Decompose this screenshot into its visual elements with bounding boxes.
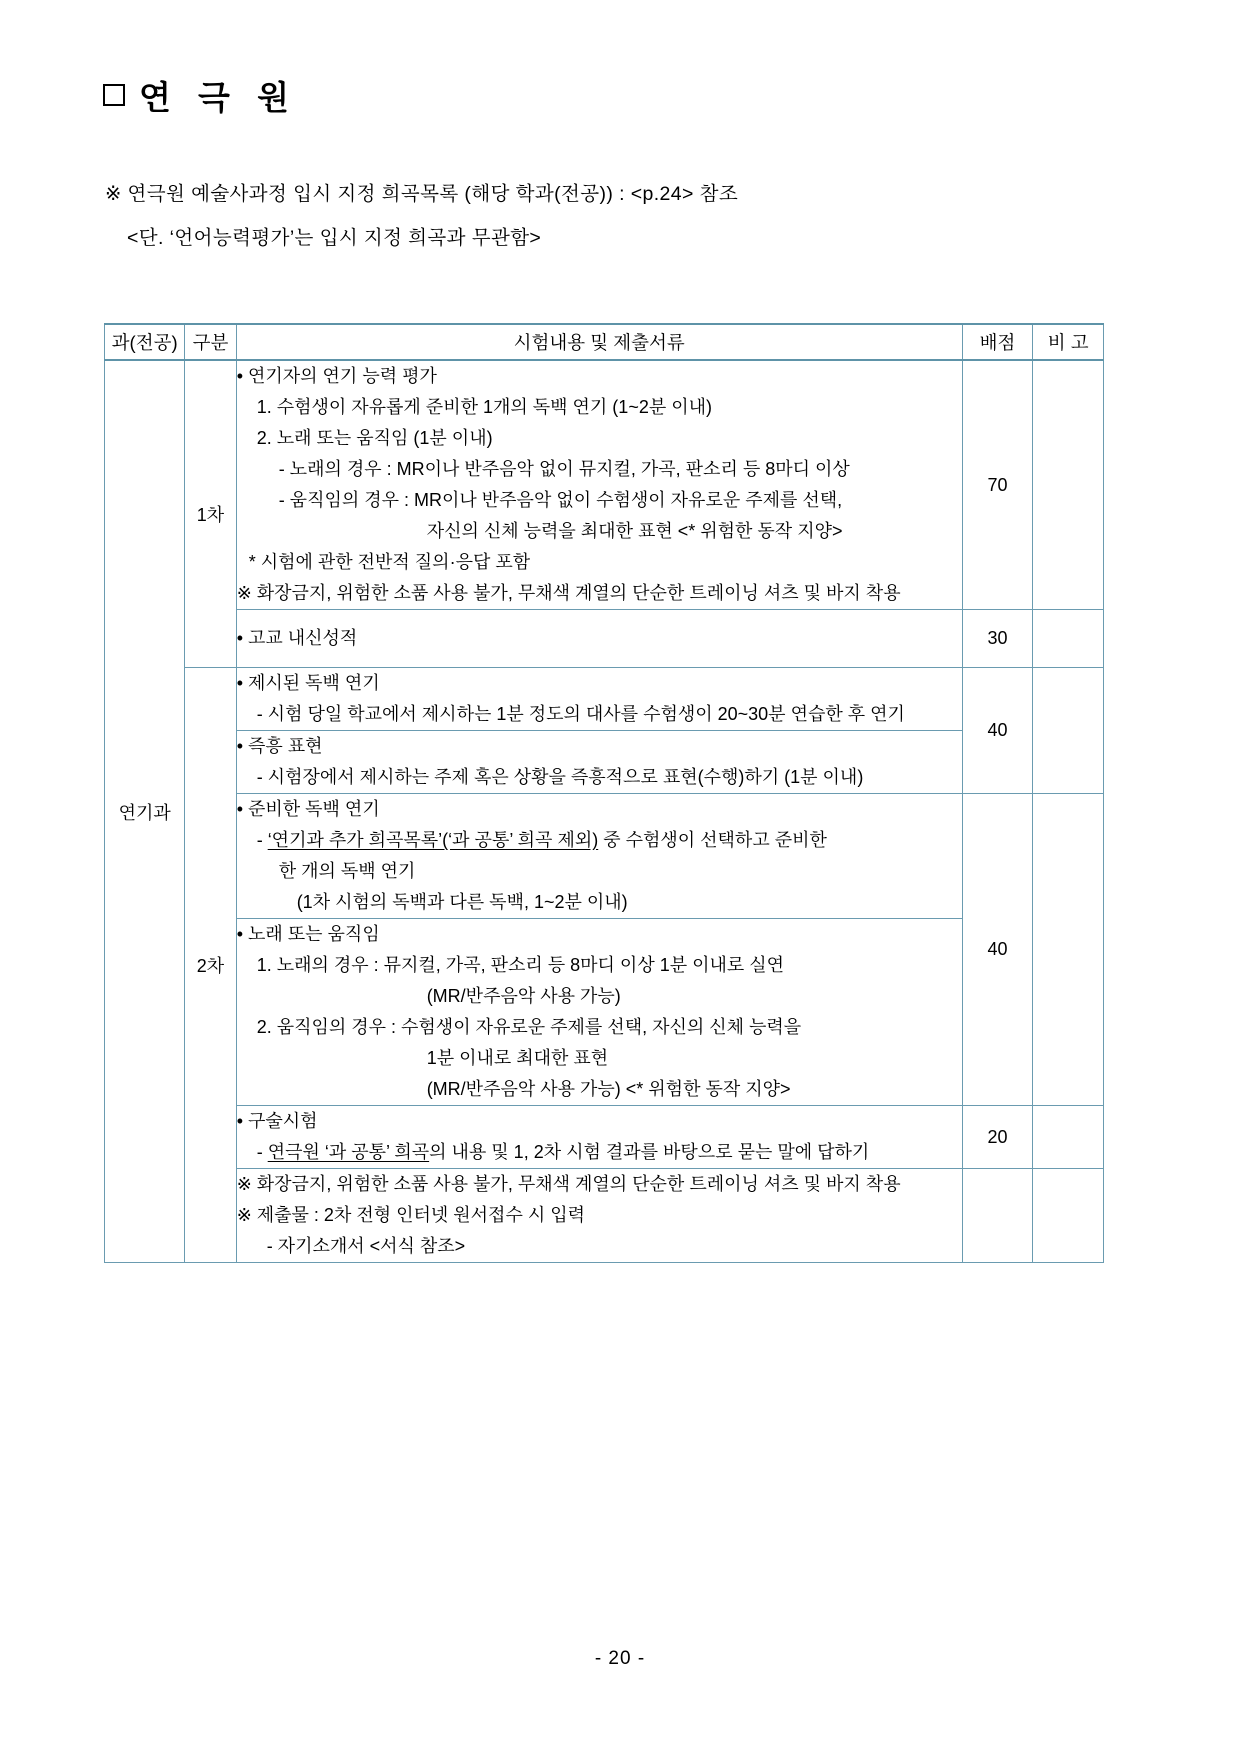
table-header-row <box>105 324 1104 360</box>
cell-score-r1: 70 <box>962 360 1033 610</box>
cell-remark-r5 <box>1033 794 1104 1106</box>
intro-notes <box>105 172 738 260</box>
page-title-text: 연 극 원 <box>139 79 298 116</box>
content-line: (MR/반주음악 사용 가능) <box>426 986 621 1006</box>
exam-table-wrapper <box>104 323 1104 1263</box>
content-line-underlined: - 연극원 ‘과 공통’ 희곡의 내용 및 1, 2차 시험 결과를 바탕으로 묻는 말에 답하기 <box>256 1142 870 1162</box>
content-line: - 자기소개서 <서식 참조> <box>266 1236 466 1256</box>
content-line: • 고교 내신성적 <box>236 628 358 648</box>
content-line: 1. 노래의 경우 : 뮤지컬, 가곡, 판소리 등 8마디 이상 1분 이내로 실연 <box>256 955 785 975</box>
table-row <box>105 1106 1104 1169</box>
cell-stage-2: 2차 <box>185 668 236 1263</box>
cell-score-r7: 20 <box>962 1106 1033 1169</box>
cell-remark-r3 <box>1033 668 1104 794</box>
page-title <box>103 78 298 118</box>
cell-stage-1: 1차 <box>185 360 236 668</box>
underlined-text: 연극원 ‘과 공통’ 희곡 <box>267 1142 430 1162</box>
content-line: - 노래의 경우 : MR이나 반주음악 없이 뮤지컬, 가곡, 판소리 등 8마디 이상 <box>278 459 850 479</box>
content-line: (MR/반주음악 사용 가능) <* 위험한 동작 지양> <box>426 1079 791 1099</box>
note-line-1: ※ 연극원 예술사과정 입시 지정 희곡목록 (해당 학과(전공)) : <p.24> 참조 <box>105 183 739 205</box>
content-line-underlined: - ‘연기과 추가 희곡목록’(‘과 공통’ 희곡 제외) 중 수험생이 선택하고 준비한 <box>256 830 827 850</box>
cell-remark-r7 <box>1033 1106 1104 1169</box>
header-content: 시험내용 및 제출서류 <box>236 324 962 360</box>
cell-remark-r2 <box>1033 610 1104 668</box>
plain-text: 중 수험생이 선택하고 준비한 <box>598 830 827 850</box>
content-line: 자신의 신체 능력을 최대한 표현 <* 위험한 동작 지양> <box>426 521 843 541</box>
table-body <box>105 360 1104 1263</box>
content-line: • 제시된 독백 연기 <box>236 673 380 693</box>
cell-content-r2 <box>236 610 962 668</box>
content-line: • 노래 또는 움직임 <box>236 924 380 944</box>
plain-text: 의 내용 및 1, 2차 시험 결과를 바탕으로 묻는 말에 답하기 <box>429 1142 870 1162</box>
cell-content-r5 <box>236 794 962 919</box>
cell-content-r1 <box>236 360 962 610</box>
square-bullet-icon <box>103 84 125 106</box>
content-line: 2. 움직임의 경우 : 수험생이 자유로운 주제를 선택, 자신의 신체 능력을 <box>256 1017 802 1037</box>
content-line: • 즉흥 표현 <box>236 736 323 756</box>
cell-remark-r8 <box>1033 1169 1104 1263</box>
content-line: • 준비한 독백 연기 <box>236 799 380 819</box>
content-line: 1. 수험생이 자유롭게 준비한 1개의 독백 연기 (1~2분 이내) <box>256 397 712 417</box>
content-line: ※ 제출물 : 2차 전형 인터넷 원서접수 시 입력 <box>236 1205 585 1225</box>
header-dept: 과(전공) <box>105 324 185 360</box>
table-row <box>105 731 1104 794</box>
table-row <box>105 794 1104 919</box>
table-row <box>105 610 1104 668</box>
table-row <box>105 360 1104 610</box>
table-row <box>105 919 1104 1106</box>
header-remark: 비 고 <box>1033 324 1104 360</box>
cell-content-r7 <box>236 1106 962 1169</box>
content-line: ※ 화장금지, 위험한 소품 사용 불가, 무채색 계열의 단순한 트레이닝 셔츠 및 바지 착용 <box>236 583 901 603</box>
content-line: 한 개의 독백 연기 <box>278 861 416 881</box>
content-line: - 시험장에서 제시하는 주제 혹은 상황을 즉흥적으로 표현(수행)하기 (1분 이내) <box>256 767 864 787</box>
table-row <box>105 668 1104 731</box>
cell-dept: 연기과 <box>105 360 185 1263</box>
content-line: ※ 화장금지, 위험한 소품 사용 불가, 무채색 계열의 단순한 트레이닝 셔츠 및 바지 착용 <box>236 1174 901 1194</box>
cell-content-r4 <box>236 731 962 794</box>
underlined-text: ‘연기과 추가 희곡목록’(‘과 공통’ 희곡 제외) <box>267 830 599 850</box>
content-line: (1차 시험의 독백과 다른 독백, 1~2분 이내) <box>296 892 628 912</box>
header-score: 배점 <box>962 324 1033 360</box>
page-number: - 20 - <box>594 1648 646 1669</box>
note-line-2: <단. ‘언어능력평가’는 입시 지정 희곡과 무관함> <box>127 227 542 249</box>
content-line: - 움직임의 경우 : MR이나 반주음악 없이 수험생이 자유로운 주제를 선택, <box>278 490 843 510</box>
table-row <box>105 1169 1104 1263</box>
cell-content-r6 <box>236 919 962 1106</box>
content-line: 1분 이내로 최대한 표현 <box>426 1048 609 1068</box>
content-line: * 시험에 관한 전반적 질의·응답 포함 <box>248 552 531 572</box>
content-line: - 시험 당일 학교에서 제시하는 1분 정도의 대사를 수험생이 20~30분 연습한 후 연기 <box>256 704 905 724</box>
content-line: • 연기자의 연기 능력 평가 <box>236 366 437 386</box>
cell-score-r3: 40 <box>962 668 1033 794</box>
cell-score-r2: 30 <box>962 610 1033 668</box>
cell-score-r5: 40 <box>962 794 1033 1106</box>
cell-remark-r1 <box>1033 360 1104 610</box>
cell-content-r8 <box>236 1169 962 1263</box>
exam-table <box>104 323 1104 1263</box>
header-stage: 구분 <box>185 324 236 360</box>
cell-score-r8 <box>962 1169 1033 1263</box>
table-head <box>105 324 1104 360</box>
content-line: 2. 노래 또는 움직임 (1분 이내) <box>256 428 493 448</box>
content-line: • 구술시험 <box>236 1111 318 1131</box>
cell-content-r3 <box>236 668 962 731</box>
